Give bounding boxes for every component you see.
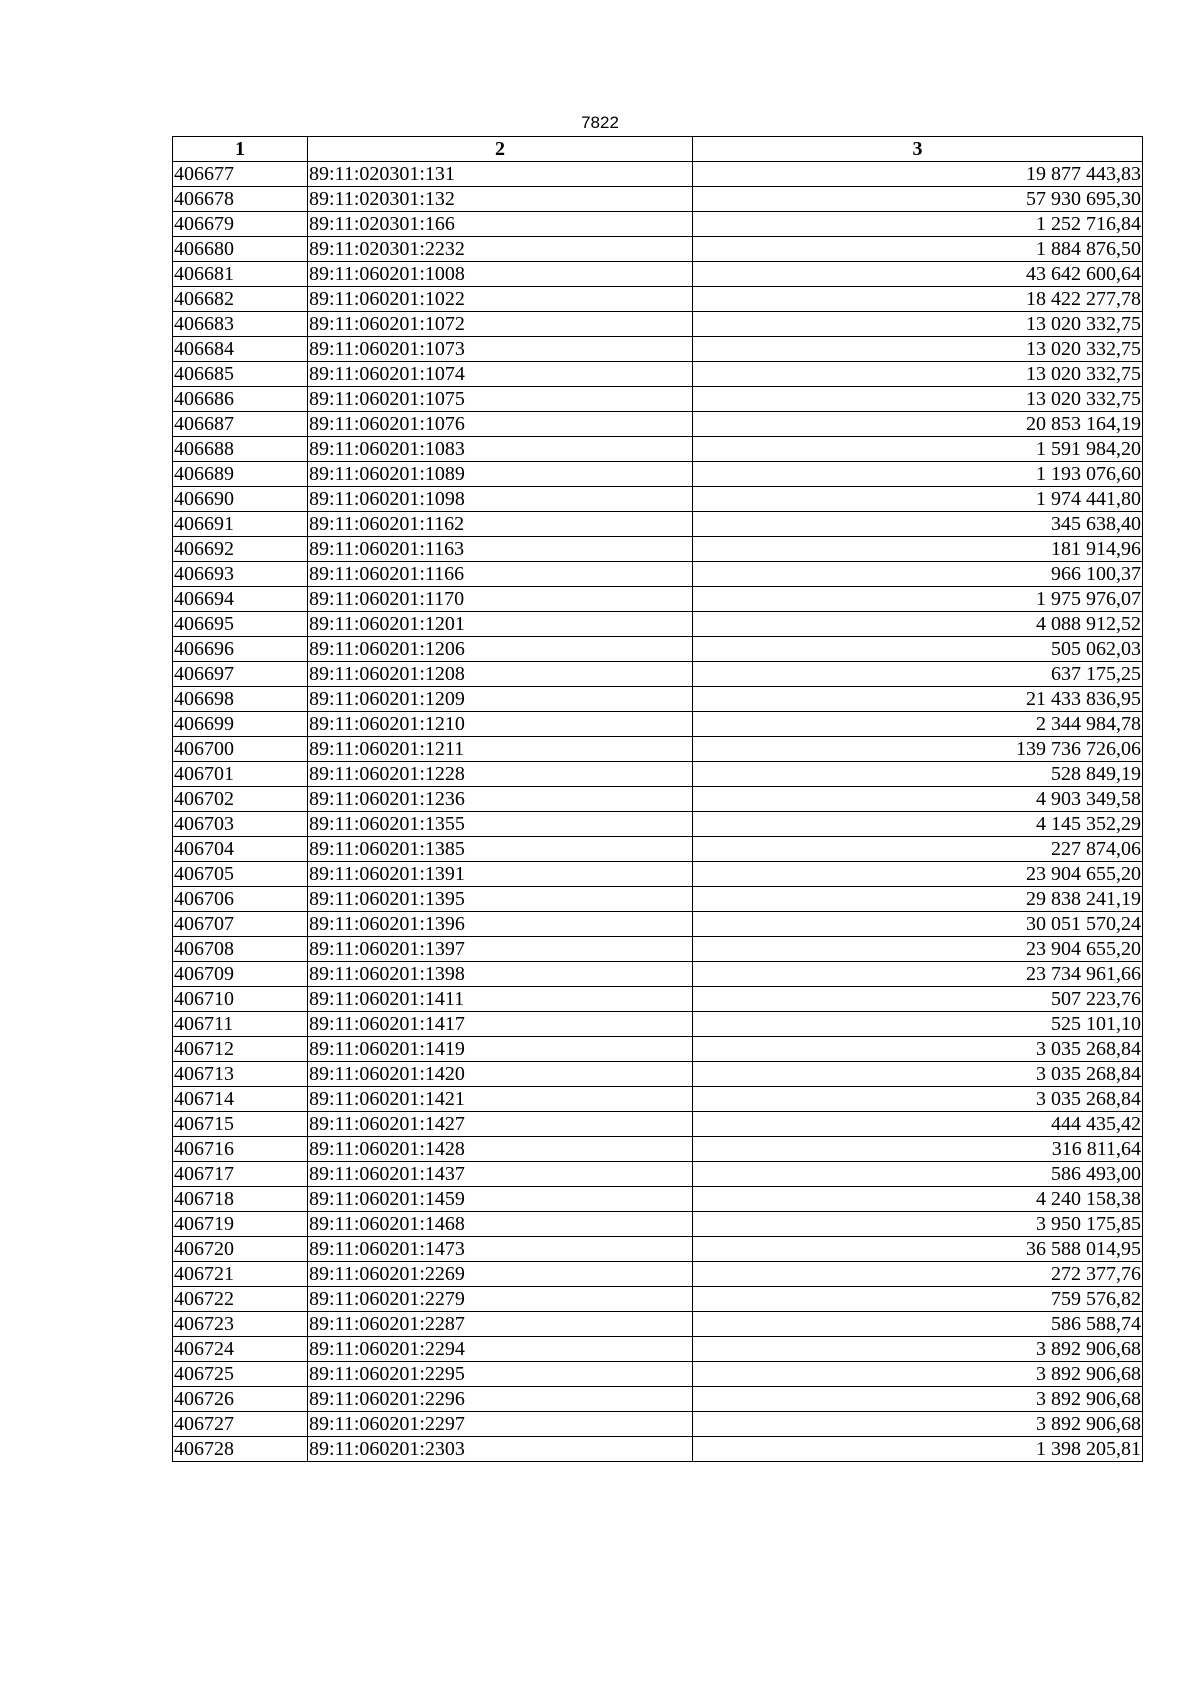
table-row — [173, 912, 1143, 937]
row-code-cell: 89:11:060201:1385 — [308, 837, 693, 862]
row-code-cell: 89:11:060201:1083 — [308, 437, 693, 462]
row-id-cell: 406690 — [173, 487, 308, 512]
row-amount-cell: 586 493,00 — [693, 1162, 1143, 1187]
row-code-cell: 89:11:060201:1428 — [308, 1137, 693, 1162]
row-amount-cell: 19 877 443,83 — [693, 162, 1143, 187]
table-row — [173, 562, 1143, 587]
row-id-cell: 406714 — [173, 1087, 308, 1112]
row-code-cell: 89:11:060201:1411 — [308, 987, 693, 1012]
row-amount-cell: 1 398 205,81 — [693, 1437, 1143, 1462]
row-amount-cell: 3 035 268,84 — [693, 1087, 1143, 1112]
row-code-cell: 89:11:060201:1210 — [308, 712, 693, 737]
row-code-cell: 89:11:020301:2232 — [308, 237, 693, 262]
table-row — [173, 837, 1143, 862]
row-amount-cell: 57 930 695,30 — [693, 187, 1143, 212]
row-code-cell: 89:11:060201:1228 — [308, 762, 693, 787]
table-row — [173, 312, 1143, 337]
row-id-cell: 406691 — [173, 512, 308, 537]
row-amount-cell: 2 344 984,78 — [693, 712, 1143, 737]
table-row — [173, 1037, 1143, 1062]
table-row — [173, 387, 1143, 412]
table-row — [173, 412, 1143, 437]
row-id-cell: 406677 — [173, 162, 308, 187]
row-id-cell: 406693 — [173, 562, 308, 587]
table-row — [173, 1362, 1143, 1387]
table-row — [173, 962, 1143, 987]
row-amount-cell: 3 892 906,68 — [693, 1337, 1143, 1362]
row-id-cell: 406719 — [173, 1212, 308, 1237]
row-amount-cell: 4 240 158,38 — [693, 1187, 1143, 1212]
row-amount-cell: 759 576,82 — [693, 1287, 1143, 1312]
row-code-cell: 89:11:060201:1468 — [308, 1212, 693, 1237]
row-id-cell: 406689 — [173, 462, 308, 487]
table-row — [173, 212, 1143, 237]
table-row — [173, 637, 1143, 662]
row-amount-cell: 3 035 268,84 — [693, 1062, 1143, 1087]
table-row — [173, 162, 1143, 187]
row-amount-cell: 3 892 906,68 — [693, 1362, 1143, 1387]
row-id-cell: 406687 — [173, 412, 308, 437]
row-amount-cell: 316 811,64 — [693, 1137, 1143, 1162]
row-id-cell: 406688 — [173, 437, 308, 462]
row-id-cell: 406726 — [173, 1387, 308, 1412]
row-amount-cell: 637 175,25 — [693, 662, 1143, 687]
row-id-cell: 406707 — [173, 912, 308, 937]
row-code-cell: 89:11:060201:2279 — [308, 1287, 693, 1312]
row-amount-cell: 1 591 984,20 — [693, 437, 1143, 462]
row-code-cell: 89:11:020301:131 — [308, 162, 693, 187]
table-row — [173, 1062, 1143, 1087]
row-amount-cell: 3 035 268,84 — [693, 1037, 1143, 1062]
row-id-cell: 406682 — [173, 287, 308, 312]
row-id-cell: 406727 — [173, 1412, 308, 1437]
table-row — [173, 362, 1143, 387]
row-amount-cell: 507 223,76 — [693, 987, 1143, 1012]
table-row — [173, 987, 1143, 1012]
row-id-cell: 406698 — [173, 687, 308, 712]
row-id-cell: 406680 — [173, 237, 308, 262]
row-id-cell: 406697 — [173, 662, 308, 687]
row-amount-cell: 13 020 332,75 — [693, 312, 1143, 337]
row-code-cell: 89:11:060201:1072 — [308, 312, 693, 337]
row-code-cell: 89:11:060201:1206 — [308, 637, 693, 662]
column-header-2: 2 — [308, 137, 693, 162]
row-id-cell: 406711 — [173, 1012, 308, 1037]
row-amount-cell: 1 975 976,07 — [693, 587, 1143, 612]
row-code-cell: 89:11:060201:1396 — [308, 912, 693, 937]
row-code-cell: 89:11:060201:1421 — [308, 1087, 693, 1112]
row-id-cell: 406709 — [173, 962, 308, 987]
row-id-cell: 406679 — [173, 212, 308, 237]
row-id-cell: 406686 — [173, 387, 308, 412]
row-code-cell: 89:11:060201:1089 — [308, 462, 693, 487]
row-code-cell: 89:11:060201:1008 — [308, 262, 693, 287]
table-row — [173, 1312, 1143, 1337]
row-code-cell: 89:11:060201:1437 — [308, 1162, 693, 1187]
row-amount-cell: 1 193 076,60 — [693, 462, 1143, 487]
row-code-cell: 89:11:060201:1427 — [308, 1112, 693, 1137]
row-id-cell: 406685 — [173, 362, 308, 387]
row-amount-cell: 20 853 164,19 — [693, 412, 1143, 437]
row-id-cell: 406708 — [173, 937, 308, 962]
table-row — [173, 662, 1143, 687]
table-row — [173, 787, 1143, 812]
row-amount-cell: 345 638,40 — [693, 512, 1143, 537]
row-code-cell: 89:11:060201:1022 — [308, 287, 693, 312]
table-row — [173, 762, 1143, 787]
row-code-cell: 89:11:060201:1236 — [308, 787, 693, 812]
row-id-cell: 406681 — [173, 262, 308, 287]
row-code-cell: 89:11:060201:1073 — [308, 337, 693, 362]
table-row — [173, 1212, 1143, 1237]
row-amount-cell: 272 377,76 — [693, 1262, 1143, 1287]
row-id-cell: 406724 — [173, 1337, 308, 1362]
row-code-cell: 89:11:060201:1355 — [308, 812, 693, 837]
row-code-cell: 89:11:060201:1391 — [308, 862, 693, 887]
table-row — [173, 1287, 1143, 1312]
row-amount-cell: 525 101,10 — [693, 1012, 1143, 1037]
row-id-cell: 406696 — [173, 637, 308, 662]
row-id-cell: 406717 — [173, 1162, 308, 1187]
row-id-cell: 406713 — [173, 1062, 308, 1087]
row-code-cell: 89:11:060201:2287 — [308, 1312, 693, 1337]
row-amount-cell: 4 903 349,58 — [693, 787, 1143, 812]
row-code-cell: 89:11:060201:2297 — [308, 1412, 693, 1437]
row-id-cell: 406716 — [173, 1137, 308, 1162]
row-id-cell: 406702 — [173, 787, 308, 812]
row-code-cell: 89:11:060201:2296 — [308, 1387, 693, 1412]
row-amount-cell: 30 051 570,24 — [693, 912, 1143, 937]
row-amount-cell: 444 435,42 — [693, 1112, 1143, 1137]
table-row — [173, 262, 1143, 287]
row-amount-cell: 1 252 716,84 — [693, 212, 1143, 237]
row-amount-cell: 13 020 332,75 — [693, 387, 1143, 412]
row-amount-cell: 23 904 655,20 — [693, 937, 1143, 962]
data-table — [172, 136, 1143, 1462]
row-id-cell: 406692 — [173, 537, 308, 562]
column-header-3: 3 — [693, 137, 1143, 162]
row-amount-cell: 3 892 906,68 — [693, 1387, 1143, 1412]
row-amount-cell: 586 588,74 — [693, 1312, 1143, 1337]
row-amount-cell: 4 088 912,52 — [693, 612, 1143, 637]
row-amount-cell: 23 734 961,66 — [693, 962, 1143, 987]
table-body — [173, 162, 1143, 1462]
row-id-cell: 406720 — [173, 1237, 308, 1262]
table-row — [173, 937, 1143, 962]
row-code-cell: 89:11:060201:1098 — [308, 487, 693, 512]
table-row — [173, 1112, 1143, 1137]
row-code-cell: 89:11:060201:1473 — [308, 1237, 693, 1262]
row-code-cell: 89:11:060201:1420 — [308, 1062, 693, 1087]
table-row — [173, 687, 1143, 712]
table-row — [173, 512, 1143, 537]
table-row — [173, 1187, 1143, 1212]
table-row — [173, 1262, 1143, 1287]
table-row — [173, 862, 1143, 887]
table-row — [173, 287, 1143, 312]
page-number: 7822 — [581, 113, 619, 132]
row-id-cell: 406701 — [173, 762, 308, 787]
row-amount-cell: 181 914,96 — [693, 537, 1143, 562]
row-code-cell: 89:11:060201:1166 — [308, 562, 693, 587]
row-id-cell: 406684 — [173, 337, 308, 362]
row-code-cell: 89:11:060201:1417 — [308, 1012, 693, 1037]
row-amount-cell: 13 020 332,75 — [693, 337, 1143, 362]
table-row — [173, 812, 1143, 837]
table-row — [173, 1337, 1143, 1362]
row-code-cell: 89:11:060201:1170 — [308, 587, 693, 612]
row-id-cell: 406725 — [173, 1362, 308, 1387]
row-id-cell: 406721 — [173, 1262, 308, 1287]
table-row — [173, 187, 1143, 212]
table-row — [173, 1387, 1143, 1412]
row-amount-cell: 36 588 014,95 — [693, 1237, 1143, 1262]
row-amount-cell: 966 100,37 — [693, 562, 1143, 587]
row-id-cell: 406723 — [173, 1312, 308, 1337]
row-code-cell: 89:11:020301:166 — [308, 212, 693, 237]
table-header-row — [173, 137, 1143, 162]
row-code-cell: 89:11:060201:2269 — [308, 1262, 693, 1287]
row-amount-cell: 18 422 277,78 — [693, 287, 1143, 312]
row-amount-cell: 21 433 836,95 — [693, 687, 1143, 712]
row-id-cell: 406699 — [173, 712, 308, 737]
row-code-cell: 89:11:060201:1398 — [308, 962, 693, 987]
row-id-cell: 406712 — [173, 1037, 308, 1062]
table-row — [173, 237, 1143, 262]
table-row — [173, 462, 1143, 487]
row-id-cell: 406722 — [173, 1287, 308, 1312]
row-code-cell: 89:11:020301:132 — [308, 187, 693, 212]
row-amount-cell: 1 974 441,80 — [693, 487, 1143, 512]
row-code-cell: 89:11:060201:2295 — [308, 1362, 693, 1387]
row-code-cell: 89:11:060201:1201 — [308, 612, 693, 637]
column-header-1: 1 — [173, 137, 308, 162]
row-code-cell: 89:11:060201:1397 — [308, 937, 693, 962]
row-id-cell: 406703 — [173, 812, 308, 837]
table-row — [173, 712, 1143, 737]
table-row — [173, 437, 1143, 462]
row-code-cell: 89:11:060201:1419 — [308, 1037, 693, 1062]
row-id-cell: 406705 — [173, 862, 308, 887]
table-row — [173, 1162, 1143, 1187]
table-row — [173, 337, 1143, 362]
row-amount-cell: 4 145 352,29 — [693, 812, 1143, 837]
row-amount-cell: 1 884 876,50 — [693, 237, 1143, 262]
row-id-cell: 406718 — [173, 1187, 308, 1212]
table-row — [173, 537, 1143, 562]
row-id-cell: 406715 — [173, 1112, 308, 1137]
row-id-cell: 406678 — [173, 187, 308, 212]
row-code-cell: 89:11:060201:1208 — [308, 662, 693, 687]
row-id-cell: 406706 — [173, 887, 308, 912]
row-id-cell: 406710 — [173, 987, 308, 1012]
table-row — [173, 1012, 1143, 1037]
row-code-cell: 89:11:060201:2294 — [308, 1337, 693, 1362]
row-amount-cell: 139 736 726,06 — [693, 737, 1143, 762]
table-row — [173, 612, 1143, 637]
row-code-cell: 89:11:060201:1211 — [308, 737, 693, 762]
table-row — [173, 587, 1143, 612]
row-amount-cell: 43 642 600,64 — [693, 262, 1143, 287]
row-id-cell: 406694 — [173, 587, 308, 612]
table-row — [173, 1437, 1143, 1462]
row-id-cell: 406700 — [173, 737, 308, 762]
row-code-cell: 89:11:060201:1076 — [308, 412, 693, 437]
table-row — [173, 1137, 1143, 1162]
table-row — [173, 737, 1143, 762]
row-amount-cell: 23 904 655,20 — [693, 862, 1143, 887]
row-amount-cell: 13 020 332,75 — [693, 362, 1143, 387]
table-row — [173, 1412, 1143, 1437]
row-id-cell: 406695 — [173, 612, 308, 637]
row-code-cell: 89:11:060201:1459 — [308, 1187, 693, 1212]
row-amount-cell: 3 892 906,68 — [693, 1412, 1143, 1437]
row-amount-cell: 29 838 241,19 — [693, 887, 1143, 912]
table-row — [173, 1237, 1143, 1262]
table-row — [173, 487, 1143, 512]
row-code-cell: 89:11:060201:1075 — [308, 387, 693, 412]
table-row — [173, 887, 1143, 912]
row-amount-cell: 505 062,03 — [693, 637, 1143, 662]
row-code-cell: 89:11:060201:2303 — [308, 1437, 693, 1462]
row-id-cell: 406704 — [173, 837, 308, 862]
row-amount-cell: 227 874,06 — [693, 837, 1143, 862]
row-code-cell: 89:11:060201:1163 — [308, 537, 693, 562]
row-code-cell: 89:11:060201:1162 — [308, 512, 693, 537]
row-code-cell: 89:11:060201:1209 — [308, 687, 693, 712]
table-row — [173, 1087, 1143, 1112]
row-code-cell: 89:11:060201:1074 — [308, 362, 693, 387]
row-id-cell: 406683 — [173, 312, 308, 337]
row-amount-cell: 528 849,19 — [693, 762, 1143, 787]
row-id-cell: 406728 — [173, 1437, 308, 1462]
row-amount-cell: 3 950 175,85 — [693, 1212, 1143, 1237]
row-code-cell: 89:11:060201:1395 — [308, 887, 693, 912]
